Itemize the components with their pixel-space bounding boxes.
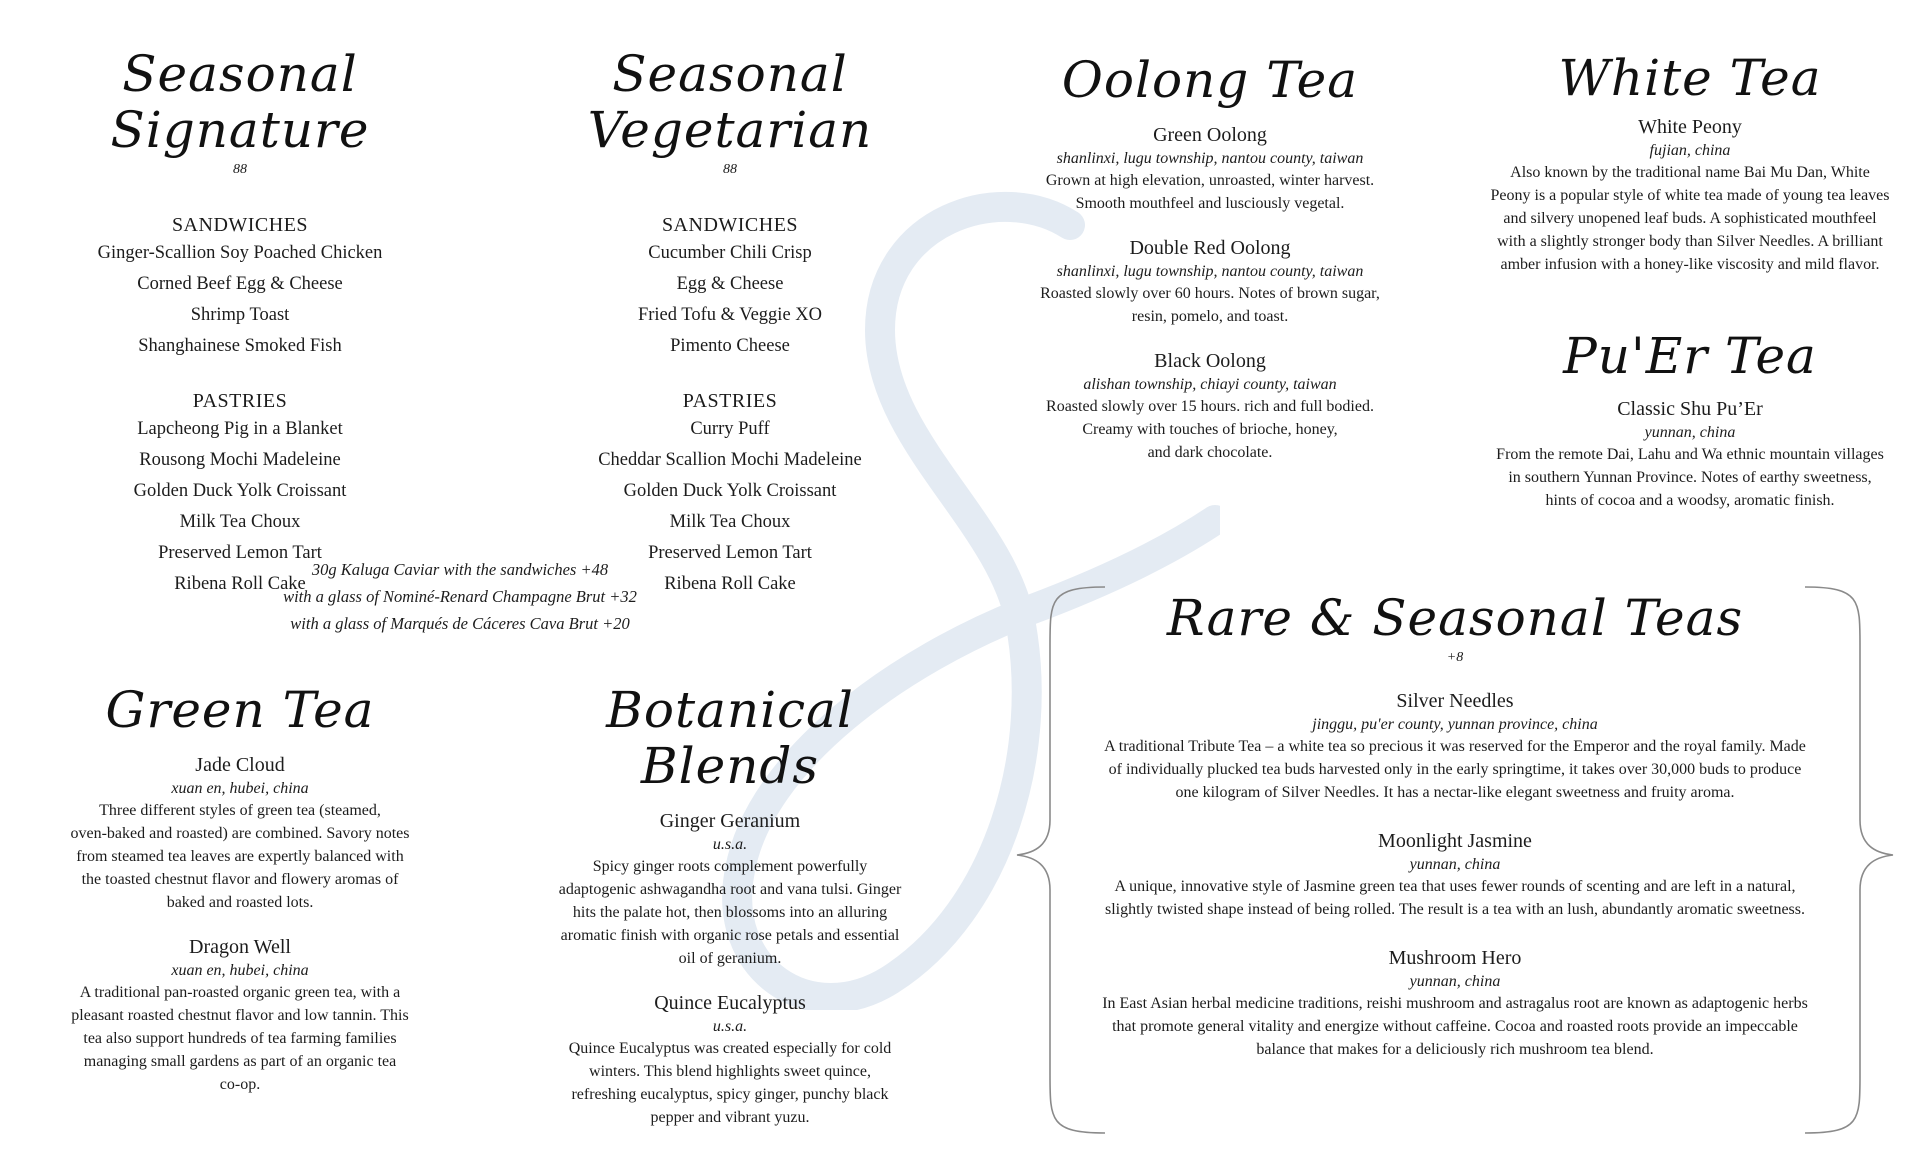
category-heading: PASTRIES bbox=[682, 390, 778, 412]
tea-item bbox=[1050, 828, 1860, 921]
section-title: Botanical Blends bbox=[606, 681, 854, 795]
tea-origin: alishan township, chiayi county, taiwan bbox=[1083, 376, 1337, 393]
tea-description: from steamed tea leaves are expertly balanced with bbox=[76, 848, 404, 865]
tea-description: hits the palate hot, then blossoms into an alluring bbox=[572, 904, 888, 921]
tea-description: with a slightly stronger body than Silver Needles. A brilliant bbox=[1497, 233, 1883, 250]
menu-item: Golden Duck Yolk Croissant bbox=[133, 481, 347, 501]
menu-item: Egg & Cheese bbox=[676, 274, 784, 294]
tea-origin: jinggu, pu'er county, yunnan province, china bbox=[1312, 716, 1598, 733]
tea-description: Roasted slowly over 15 hours. rich and full bodied. bbox=[1046, 398, 1374, 415]
tea-name: Green Oolong bbox=[1153, 124, 1267, 146]
tea-description: Smooth mouthfeel and lusciously vegetal. bbox=[1075, 195, 1345, 212]
tea-description: oil of geranium. bbox=[678, 950, 782, 967]
tea-item bbox=[530, 990, 930, 1129]
tea-item bbox=[1470, 396, 1910, 512]
menu-item: Preserved Lemon Tart bbox=[648, 543, 812, 563]
category-heading: PASTRIES bbox=[192, 390, 288, 412]
menu-item: Lapcheong Pig in a Blanket bbox=[137, 419, 343, 439]
menu-item: Rousong Mochi Madeleine bbox=[139, 450, 341, 470]
tea-name: Jade Cloud bbox=[195, 754, 285, 776]
tea-description: slightly twisted shape instead of being rolled. The result is a tea with an lush, abundantly aromatic sweetness. bbox=[1105, 901, 1805, 918]
menu-item: Shanghainese Smoked Fish bbox=[138, 336, 342, 356]
tea-description: that promote general vitality and energize without caffeine. Cocoa and roasted roots provide an impeccable bbox=[1112, 1018, 1798, 1035]
tea-description: Roasted slowly over 60 hours. Notes of brown sugar, bbox=[1040, 285, 1380, 302]
tea-origin: yunnan, china bbox=[1644, 424, 1736, 441]
section-title: White Tea bbox=[1558, 49, 1822, 107]
tea-origin: xuan en, hubei, china bbox=[171, 962, 309, 979]
tea-description: and dark chocolate. bbox=[1147, 444, 1273, 461]
oolong-tea-section bbox=[1010, 52, 1410, 464]
tea-description: Grown at high elevation, unroasted, winter harvest. bbox=[1045, 172, 1375, 189]
green-tea-section bbox=[40, 682, 440, 1096]
menu-item: Milk Tea Choux bbox=[669, 512, 791, 532]
tea-description: one kilogram of Silver Needles. It has a nectar-like elegant sweetness and fruity aroma. bbox=[1175, 784, 1735, 801]
tea-origin: xuan en, hubei, china bbox=[171, 780, 309, 797]
white-tea-section bbox=[1470, 50, 1910, 276]
tea-origin: u.s.a. bbox=[712, 836, 748, 853]
puer-tea-section bbox=[1470, 328, 1910, 512]
tea-item bbox=[1010, 122, 1410, 215]
botanical-blends-section bbox=[530, 682, 930, 1129]
tea-description: managing small gardens as part of an organic tea bbox=[83, 1053, 397, 1070]
category-heading: SANDWICHES bbox=[661, 214, 799, 236]
tea-description: Spicy ginger roots complement powerfully bbox=[592, 858, 868, 875]
menu-item: Fried Tofu & Veggie XO bbox=[637, 305, 823, 325]
price: +8 bbox=[1446, 650, 1464, 665]
tea-item bbox=[1010, 348, 1410, 464]
tea-description: refreshing eucalyptus, spicy ginger, punchy black bbox=[571, 1086, 889, 1103]
tea-item bbox=[40, 752, 440, 914]
tea-description: Peony is a popular style of white tea made of young tea leaves bbox=[1490, 187, 1890, 204]
seasonal-vegetarian-section bbox=[530, 46, 930, 600]
tea-item bbox=[40, 934, 440, 1096]
section-title: Oolong Tea bbox=[1061, 51, 1359, 109]
tea-name: Silver Needles bbox=[1396, 690, 1514, 712]
tea-description: In East Asian herbal medicine traditions, reishi mushroom and astragalus root are known as adaptogenic herbs bbox=[1102, 995, 1808, 1012]
addon-line: with a glass of Marqués de Cáceres Cava Brut +20 bbox=[290, 614, 630, 633]
tea-description: From the remote Dai, Lahu and Wa ethnic mountain villages bbox=[1496, 446, 1884, 463]
section-title: Seasonal Vegetarian bbox=[587, 45, 873, 159]
tea-description: adaptogenic ashwagandha root and vana tulsi. Ginger bbox=[558, 881, 902, 898]
tea-description: Creamy with touches of brioche, honey, bbox=[1082, 421, 1338, 438]
tea-name: Ginger Geranium bbox=[659, 810, 801, 832]
tea-description: A traditional pan-roasted organic green tea, with a bbox=[79, 984, 401, 1001]
section-title: Pu'Er Tea bbox=[1563, 327, 1817, 385]
tea-description: balance that makes for a deliciously rich mushroom tea blend. bbox=[1256, 1041, 1654, 1058]
menu-item: Ginger-Scallion Soy Poached Chicken bbox=[97, 243, 383, 263]
tea-description: aromatic finish with organic rose petals and essential bbox=[560, 927, 900, 944]
tea-description: Quince Eucalyptus was created especially for cold bbox=[568, 1040, 892, 1057]
tea-name: Moonlight Jasmine bbox=[1378, 830, 1532, 852]
menu-item: Ribena Roll Cake bbox=[664, 574, 796, 594]
tea-item bbox=[1470, 114, 1910, 276]
tea-description: in southern Yunnan Province. Notes of earthy sweetness, bbox=[1508, 469, 1872, 486]
tea-origin: shanlinxi, lugu township, nantou county, taiwan bbox=[1056, 263, 1364, 280]
tea-origin: fujian, china bbox=[1649, 142, 1731, 159]
tea-origin: u.s.a. bbox=[712, 1018, 748, 1035]
tea-name: Black Oolong bbox=[1154, 350, 1266, 372]
tea-origin: yunnan, china bbox=[1409, 973, 1501, 990]
menu-item: Cheddar Scallion Mochi Madeleine bbox=[598, 450, 862, 470]
tea-name: Classic Shu Pu’Er bbox=[1617, 398, 1763, 420]
tea-description: co-op. bbox=[219, 1076, 261, 1093]
menu-item: Corned Beef Egg & Cheese bbox=[137, 274, 343, 294]
tea-description: Also known by the traditional name Bai Mu Dan, White bbox=[1510, 164, 1870, 181]
addons-section bbox=[220, 556, 700, 637]
tea-description: amber infusion with a honey-like viscosity and mild flavor. bbox=[1500, 256, 1880, 273]
tea-description: and silvery unopened leaf buds. A sophisticated mouthfeel bbox=[1503, 210, 1877, 227]
tea-item bbox=[1010, 235, 1410, 328]
menu-item: Preserved Lemon Tart bbox=[158, 543, 322, 563]
menu-item: Shrimp Toast bbox=[190, 305, 290, 325]
tea-name: Dragon Well bbox=[189, 936, 291, 958]
price: 88 bbox=[723, 162, 737, 177]
tea-description: the toasted chestnut flavor and flowery aromas of bbox=[81, 871, 399, 888]
menu-item: Golden Duck Yolk Croissant bbox=[623, 481, 837, 501]
menu-item: Pimento Cheese bbox=[670, 336, 790, 356]
tea-description: A traditional Tribute Tea – a white tea so precious it was reserved for the Emperor and the royal family. Made bbox=[1104, 738, 1806, 755]
tea-origin: yunnan, china bbox=[1409, 856, 1501, 873]
tea-description: pleasant roasted chestnut flavor and low tannin. This bbox=[71, 1007, 409, 1024]
tea-description: A unique, innovative style of Jasmine green tea that uses fewer rounds of scenting and are left in a natural, bbox=[1114, 878, 1796, 895]
addon-line: with a glass of Nominé-Renard Champagne Brut +32 bbox=[283, 587, 637, 606]
tea-origin: shanlinxi, lugu township, nantou county, taiwan bbox=[1056, 150, 1364, 167]
tea-description: winters. This blend highlights sweet quince, bbox=[589, 1063, 871, 1080]
tea-name: Quince Eucalyptus bbox=[654, 992, 806, 1014]
tea-description: of individually plucked tea buds harvested only in the early springtime, it takes over 30,000 buds to produce bbox=[1108, 761, 1802, 778]
price: 88 bbox=[233, 162, 247, 177]
menu-item: Curry Puff bbox=[690, 419, 770, 439]
menu-item: Milk Tea Choux bbox=[179, 512, 301, 532]
tea-item bbox=[530, 808, 930, 970]
tea-item bbox=[1050, 945, 1860, 1061]
tea-description: tea also support hundreds of tea farming families bbox=[83, 1030, 397, 1047]
menu-item: Cucumber Chili Crisp bbox=[648, 243, 812, 263]
tea-description: hints of cocoa and a woodsy, aromatic finish. bbox=[1545, 492, 1835, 509]
tea-name: White Peony bbox=[1638, 116, 1742, 138]
tea-description: resin, pomelo, and toast. bbox=[1131, 308, 1289, 325]
tea-item bbox=[1050, 688, 1860, 804]
tea-description: baked and roasted lots. bbox=[166, 894, 314, 911]
menu-item: Ribena Roll Cake bbox=[174, 574, 306, 594]
category-heading: SANDWICHES bbox=[171, 214, 309, 236]
section-title: Seasonal Signature bbox=[110, 45, 370, 159]
seasonal-signature-section bbox=[40, 46, 440, 600]
tea-description: oven-baked and roasted) are combined. Savory notes bbox=[70, 825, 410, 842]
tea-name: Double Red Oolong bbox=[1129, 237, 1291, 259]
tea-name: Mushroom Hero bbox=[1388, 947, 1522, 969]
section-title: Green Tea bbox=[105, 681, 375, 739]
addon-line: 30g Kaluga Caviar with the sandwiches +48 bbox=[311, 560, 609, 579]
tea-description: Three different styles of green tea (steamed, bbox=[99, 802, 381, 819]
tea-description: pepper and vibrant yuzu. bbox=[650, 1109, 810, 1126]
rare-seasonal-teas-section bbox=[1050, 590, 1860, 1061]
section-title: Rare & Seasonal Teas bbox=[1166, 589, 1744, 647]
